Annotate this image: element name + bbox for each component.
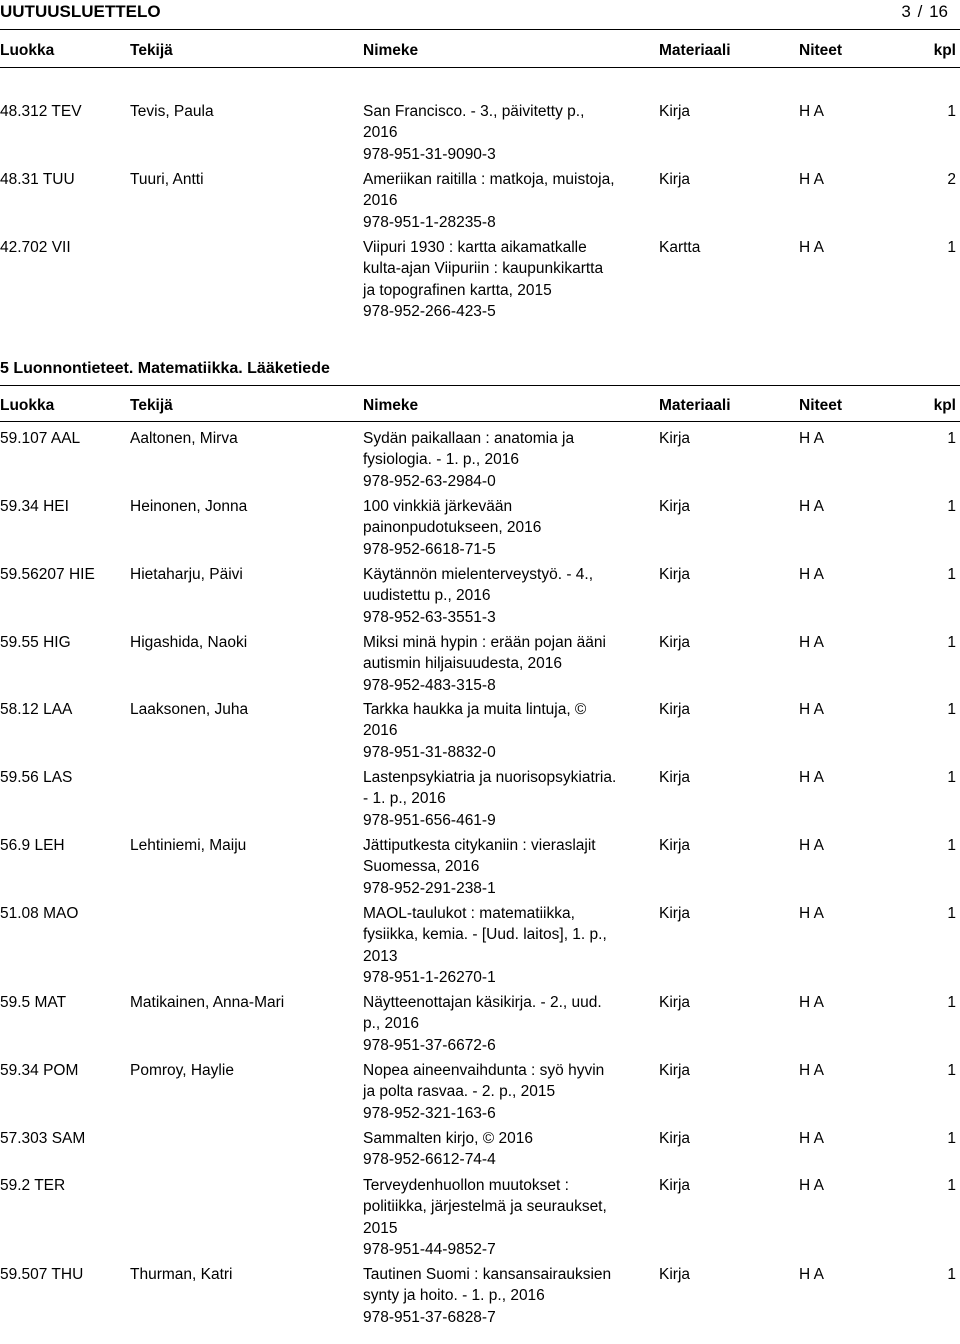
header-rule	[0, 29, 960, 30]
cell-niteet: H A	[799, 430, 824, 447]
cell-kpl: 1	[947, 1177, 956, 1194]
cell-luokka: 48.31 TUU	[0, 171, 75, 188]
col-kpl: kpl	[933, 42, 956, 59]
cell-tekija: Thurman, Katri	[130, 1266, 233, 1283]
cell-kpl: 1	[947, 103, 956, 120]
isbn-text: 978-951-1-26270-1	[363, 968, 496, 986]
cell-materiaali: Kirja	[659, 498, 691, 515]
cell-nimeke	[363, 428, 619, 492]
cell-nimeke	[363, 632, 619, 696]
title-text: Jättiputkesta citykaniin : vieraslajit Suomessa, 2016	[363, 837, 596, 876]
col-kpl: kpl	[933, 397, 956, 414]
cell-materiaali: Kirja	[659, 1130, 691, 1147]
title-text: Terveydenhuollon muutokset : politiikka, järjestelmä ja seuraukset, 2015	[363, 1177, 607, 1237]
title-text: Näytteenottajan käsikirja. - 2., uud. p., 2016	[363, 994, 602, 1033]
cell-kpl: 1	[947, 1062, 956, 1079]
cell-materiaali: Kirja	[659, 1266, 691, 1283]
title-text: Sammalten kirjo, © 2016	[363, 1130, 533, 1147]
cell-niteet: H A	[799, 905, 824, 922]
cell-kpl: 1	[947, 634, 956, 651]
col-materiaali: Materiaali	[659, 42, 731, 59]
isbn-text: 978-952-6612-74-4	[363, 1151, 496, 1169]
cell-tekija: Tevis, Paula	[130, 103, 214, 120]
section-title: 5 Luonnontieteet. Matematiikka. Lääketiede	[0, 360, 330, 377]
cell-nimeke	[363, 169, 619, 233]
isbn-text: 978-952-63-3551-3	[363, 608, 496, 626]
title-text: Nopea aineenvaihdunta : syö hyvin ja polta rasvaa. - 2. p., 2015	[363, 1062, 605, 1101]
cell-luokka: 59.34 HEI	[0, 498, 69, 515]
cell-niteet: H A	[799, 701, 824, 718]
cell-luokka: 59.507 THU	[0, 1266, 84, 1283]
cell-kpl: 2	[947, 171, 956, 188]
cell-niteet: H A	[799, 837, 824, 854]
title-text: 100 vinkkiä järkevään painonpudotukseen, 2016	[363, 498, 542, 537]
title-text: Sydän paikallaan : anatomia ja fysiologia. - 1. p., 2016	[363, 430, 575, 469]
title-text: Lastenpsykiatria ja nuorisopsykiatria. - 1. p., 2016	[363, 769, 617, 808]
cell-luokka: 59.107 AAL	[0, 430, 81, 447]
cell-nimeke	[363, 101, 619, 165]
cell-nimeke	[363, 496, 619, 560]
cell-niteet: H A	[799, 994, 824, 1011]
cell-niteet: H A	[799, 498, 824, 515]
cell-materiaali: Kirja	[659, 171, 691, 188]
column-header-rule	[0, 67, 960, 68]
isbn-text: 978-952-266-423-5	[363, 302, 496, 320]
cell-nimeke	[363, 564, 619, 628]
col-nimeke: Nimeke	[363, 397, 419, 414]
cell-kpl: 1	[947, 430, 956, 447]
cell-tekija: Tuuri, Antti	[130, 171, 204, 188]
col-tekija: Tekijä	[130, 42, 173, 59]
isbn-text: 978-952-63-2984-0	[363, 472, 496, 490]
cell-niteet: H A	[799, 634, 824, 651]
cell-niteet: H A	[799, 1177, 824, 1194]
section-rule	[0, 385, 960, 386]
title-text: San Francisco. - 3., päivitetty p., 2016	[363, 103, 585, 142]
cell-materiaali: Kirja	[659, 994, 691, 1011]
column-header-rule	[0, 421, 960, 422]
cell-luokka: 42.702 VII	[0, 239, 71, 256]
page-current: 3	[901, 2, 911, 21]
cell-nimeke	[363, 903, 619, 988]
cell-niteet: H A	[799, 239, 824, 256]
cell-materiaali: Kirja	[659, 566, 691, 583]
title-text: Ameriikan raitilla : matkoja, muistoja, 2016	[363, 171, 615, 210]
isbn-text: 978-952-291-238-1	[363, 879, 496, 897]
cell-luokka: 59.5 MAT	[0, 994, 67, 1011]
cell-nimeke	[363, 699, 619, 763]
title-text: MAOL-taulukot : matematiikka, fysiikka, kemia. - [Uud. laitos], 1. p., 2013	[363, 905, 607, 965]
cell-nimeke	[363, 767, 619, 831]
cell-kpl: 1	[947, 1130, 956, 1147]
cell-kpl: 1	[947, 994, 956, 1011]
cell-niteet: H A	[799, 769, 824, 786]
cell-materiaali: Kirja	[659, 1177, 691, 1194]
cell-tekija: Aaltonen, Mirva	[130, 430, 238, 447]
cell-materiaali: Kirja	[659, 837, 691, 854]
cell-materiaali: Kirja	[659, 430, 691, 447]
column-header-row	[0, 42, 960, 62]
cell-luokka: 58.12 LAA	[0, 701, 73, 718]
cell-nimeke	[363, 1060, 619, 1124]
cell-kpl: 1	[947, 769, 956, 786]
cell-tekija: Lehtiniemi, Maiju	[130, 837, 247, 854]
column-header-row	[0, 397, 960, 417]
cell-luokka: 48.312 TEV	[0, 103, 82, 120]
cell-kpl: 1	[947, 239, 956, 256]
cell-luokka: 59.55 HIG	[0, 634, 71, 651]
cell-tekija: Hietaharju, Päivi	[130, 566, 243, 583]
cell-luokka: 51.08 MAO	[0, 905, 79, 922]
cell-nimeke	[363, 835, 619, 899]
isbn-text: 978-952-6618-71-5	[363, 540, 496, 558]
cell-luokka: 56.9 LEH	[0, 837, 65, 854]
cell-materiaali: Kirja	[659, 769, 691, 786]
cell-kpl: 1	[947, 498, 956, 515]
cell-luokka: 59.56207 HIE	[0, 566, 95, 583]
page-indicator	[901, 2, 948, 22]
page-total: 16	[929, 2, 948, 21]
cell-kpl: 1	[947, 905, 956, 922]
cell-luokka: 59.2 TER	[0, 1177, 66, 1194]
cell-nimeke	[363, 1175, 619, 1260]
cell-materiaali: Kirja	[659, 701, 691, 718]
cell-materiaali: Kartta	[659, 239, 701, 256]
cell-luokka: 59.34 POM	[0, 1062, 79, 1079]
cell-materiaali: Kirja	[659, 1062, 691, 1079]
cell-kpl: 1	[947, 837, 956, 854]
cell-kpl: 1	[947, 566, 956, 583]
title-text: Tautinen Suomi : kansansairauksien synty ja hoito. - 1. p., 2016	[363, 1266, 612, 1305]
cell-niteet: H A	[799, 1266, 824, 1283]
cell-tekija: Heinonen, Jonna	[130, 498, 248, 515]
cell-niteet: H A	[799, 1062, 824, 1079]
cell-luokka: 57.303 SAM	[0, 1130, 86, 1147]
isbn-text: 978-952-483-315-8	[363, 676, 496, 694]
col-luokka: Luokka	[0, 42, 55, 59]
title-text: Tarkka haukka ja muita lintuja, © 2016	[363, 701, 587, 740]
cell-materiaali: Kirja	[659, 634, 691, 651]
cell-tekija: Matikainen, Anna-Mari	[130, 994, 285, 1011]
cell-tekija: Pomroy, Haylie	[130, 1062, 234, 1079]
cell-kpl: 1	[947, 701, 956, 718]
isbn-text: 978-951-1-28235-8	[363, 213, 496, 231]
title-text: Käytännön mielenterveystyö. - 4., uudistettu p., 2016	[363, 566, 594, 605]
cell-luokka: 59.56 LAS	[0, 769, 73, 786]
cell-tekija: Higashida, Naoki	[130, 634, 248, 651]
isbn-text: 978-951-44-9852-7	[363, 1240, 496, 1258]
cell-nimeke	[363, 1128, 619, 1171]
isbn-text: 978-951-31-8832-0	[363, 743, 496, 761]
col-luokka: Luokka	[0, 397, 55, 414]
cell-nimeke	[363, 992, 619, 1056]
page-separator: /	[917, 2, 923, 21]
cell-materiaali: Kirja	[659, 905, 691, 922]
isbn-text: 978-951-31-9090-3	[363, 145, 496, 163]
cell-kpl: 1	[947, 1266, 956, 1283]
cell-niteet: H A	[799, 1130, 824, 1147]
isbn-text: 978-951-37-6672-6	[363, 1036, 496, 1054]
cell-niteet: H A	[799, 103, 824, 120]
isbn-text: 978-951-37-6828-7	[363, 1308, 496, 1326]
title-text: Viipuri 1930 : kartta aikamatkalle kulta-ajan Viipuriin : kaupunkikartta ja topografinen kartta, 2015	[363, 239, 604, 299]
cell-niteet: H A	[799, 566, 824, 583]
col-nimeke: Nimeke	[363, 42, 419, 59]
col-tekija: Tekijä	[130, 397, 173, 414]
cell-nimeke	[363, 1264, 619, 1328]
col-materiaali: Materiaali	[659, 397, 731, 414]
cell-nimeke	[363, 237, 619, 322]
cell-tekija: Laaksonen, Juha	[130, 701, 249, 718]
catalog-title: UUTUUSLUETTELO	[0, 2, 161, 21]
col-niteet: Niteet	[799, 42, 843, 59]
cell-niteet: H A	[799, 171, 824, 188]
isbn-text: 978-952-321-163-6	[363, 1104, 496, 1122]
isbn-text: 978-951-656-461-9	[363, 811, 496, 829]
col-niteet: Niteet	[799, 397, 843, 414]
cell-materiaali: Kirja	[659, 103, 691, 120]
title-text: Miksi minä hypin : erään pojan ääni autismin hiljaisuudesta, 2016	[363, 634, 606, 673]
